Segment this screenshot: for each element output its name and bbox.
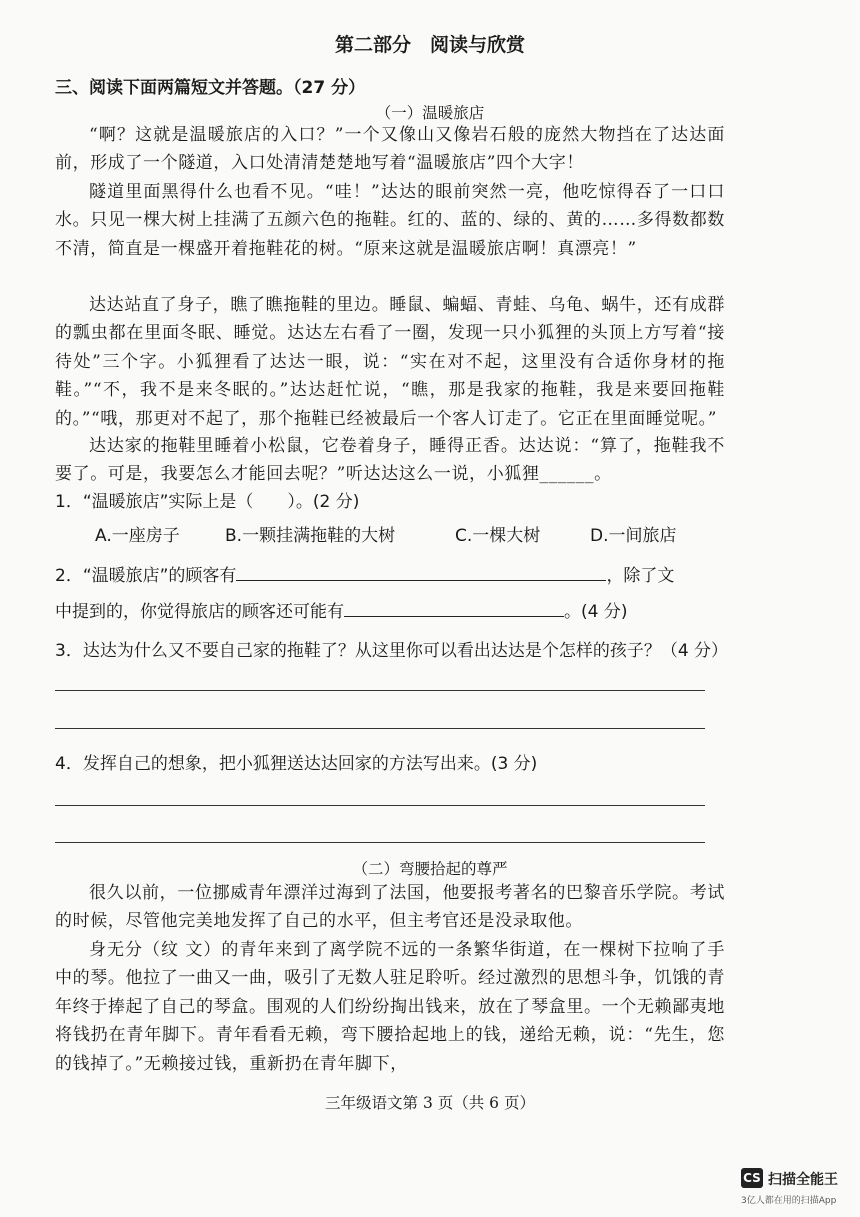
section-title: 三、阅读下面两篇短文并答题。（27 分） [55,78,366,98]
question-2-blank-2[interactable] [344,598,564,617]
question-4: 4．发挥自己的想象，把小狐狸送达达回家的方法写出来。(3 分) [55,754,538,774]
passage-2-paragraph: 很久以前，一位挪威青年漂洋过海到了法国，他要报考著名的巴黎音乐学院。考试的时候，尽管他完美地发挥了自己的水平，但主考官还是没录取他。 [55,883,725,932]
scanner-tagline: 3亿人都在用的扫描App [741,1196,837,1206]
passage-1-paragraph: 达达家的拖鞋里睡着小松鼠，它卷着身子，睡得正香。达达说：“算了，拖鞋我不要了。可是，我要怎么才能回去呢？”听达达这么一说，小狐狸______。 [55,436,725,485]
camscanner-logo-icon: CS [741,1168,763,1188]
question-2-blank-1[interactable] [236,562,606,581]
question-1: 1．“温暖旅店”实际上是（ ）。(2 分) [55,492,360,512]
question-1-options [95,521,700,546]
question-3-answer-line[interactable] [55,728,705,729]
question-4-answer-line[interactable] [55,842,705,843]
passage-1-paragraph: “啊？这就是温暖旅店的入口？”一个又像山又像岩石般的庞然大物挡在了达达面前，形成了一个隧道，入口处清清楚楚地写着“温暖旅店”四个大字！ [55,125,725,174]
question-2-line-1 [55,561,674,586]
question-2-text-c: 中提到的，你觉得旅店的顾客还可能有 [55,602,344,622]
option-a[interactable]: A.一座房子 [95,526,180,546]
scanner-app-name: 扫描全能王 [768,1172,838,1188]
question-2-text-a: 2．“温暖旅店”的顾客有 [55,566,237,586]
question-3: 3．达达为什么又不要自己家的拖鞋了？从这里你可以看出达达是个怎样的孩子？（4 分） [55,641,729,661]
passage-1-paragraph: 达达站直了身子，瞧了瞧拖鞋的里边。睡鼠、蝙蝠、青蛙、乌龟、蜗牛，还有成群的瓢虫都在里面冬眠、睡觉。达达左右看了一圈，发现一只小狐狸的头顶上方写着“接待处”三个字。小狐狸看了达达一眼，说：“实在对不起，这里没有合适你身材的拖鞋。”“不，我不是来冬眠的。”达达赶忙说，“瞧，那是我家的拖鞋，我是来要回拖鞋的。”“哦，那更对不起了，那个拖鞋已经被最后一个客人订走了。它正在里面睡觉呢。” [55,295,725,429]
question-4-answer-line[interactable] [55,805,705,806]
passage-1-title: （一）温暖旅店 [375,104,485,122]
option-d[interactable]: D.一间旅店 [590,526,677,546]
question-2-text-d: 。(4 分) [564,602,628,622]
question-2-text-b: ，除了文 [606,566,675,586]
question-2-line-2 [55,597,627,622]
option-b[interactable]: B.一颗挂满拖鞋的大树 [225,526,396,546]
passage-2-paragraph: 身无分（纹 文）的青年来到了离学院不远的一条繁华街道，在一棵树下拉响了手中的琴。他拉了一曲又一曲，吸引了无数人驻足聆听。经过激烈的思想斗争，饥饿的青年终于捧起了自己的琴盒。围观的人们纷纷掏出钱来，放在了琴盒里。一个无赖鄙夷地将钱扔在青年脚下。青年看看无赖，弯下腰拾起地上的钱，递给无赖，说：“先生，您的钱掉了。”无赖接过钱，重新扔在青年脚下， [55,940,725,1074]
option-c[interactable]: C.一棵大树 [455,526,541,546]
passage-2-title: （二）弯腰拾起的尊严 [352,860,508,878]
question-3-answer-line[interactable] [55,690,705,691]
passage-1-paragraph: 隧道里面黑得什么也看不见。“哇！”达达的眼前突然一亮，他吃惊得吞了一口口水。只见一棵大树上挂满了五颜六色的拖鞋。红的、蓝的、绿的、黄的……多得数都数不清，简直是一棵盛开着拖鞋花的树。“原来这就是温暖旅店啊！真漂亮！” [55,182,725,259]
page-footer: 三年级语文第 3 页（共 6 页） [325,1094,535,1112]
part-heading: 第二部分 阅读与欣赏 [334,34,525,56]
